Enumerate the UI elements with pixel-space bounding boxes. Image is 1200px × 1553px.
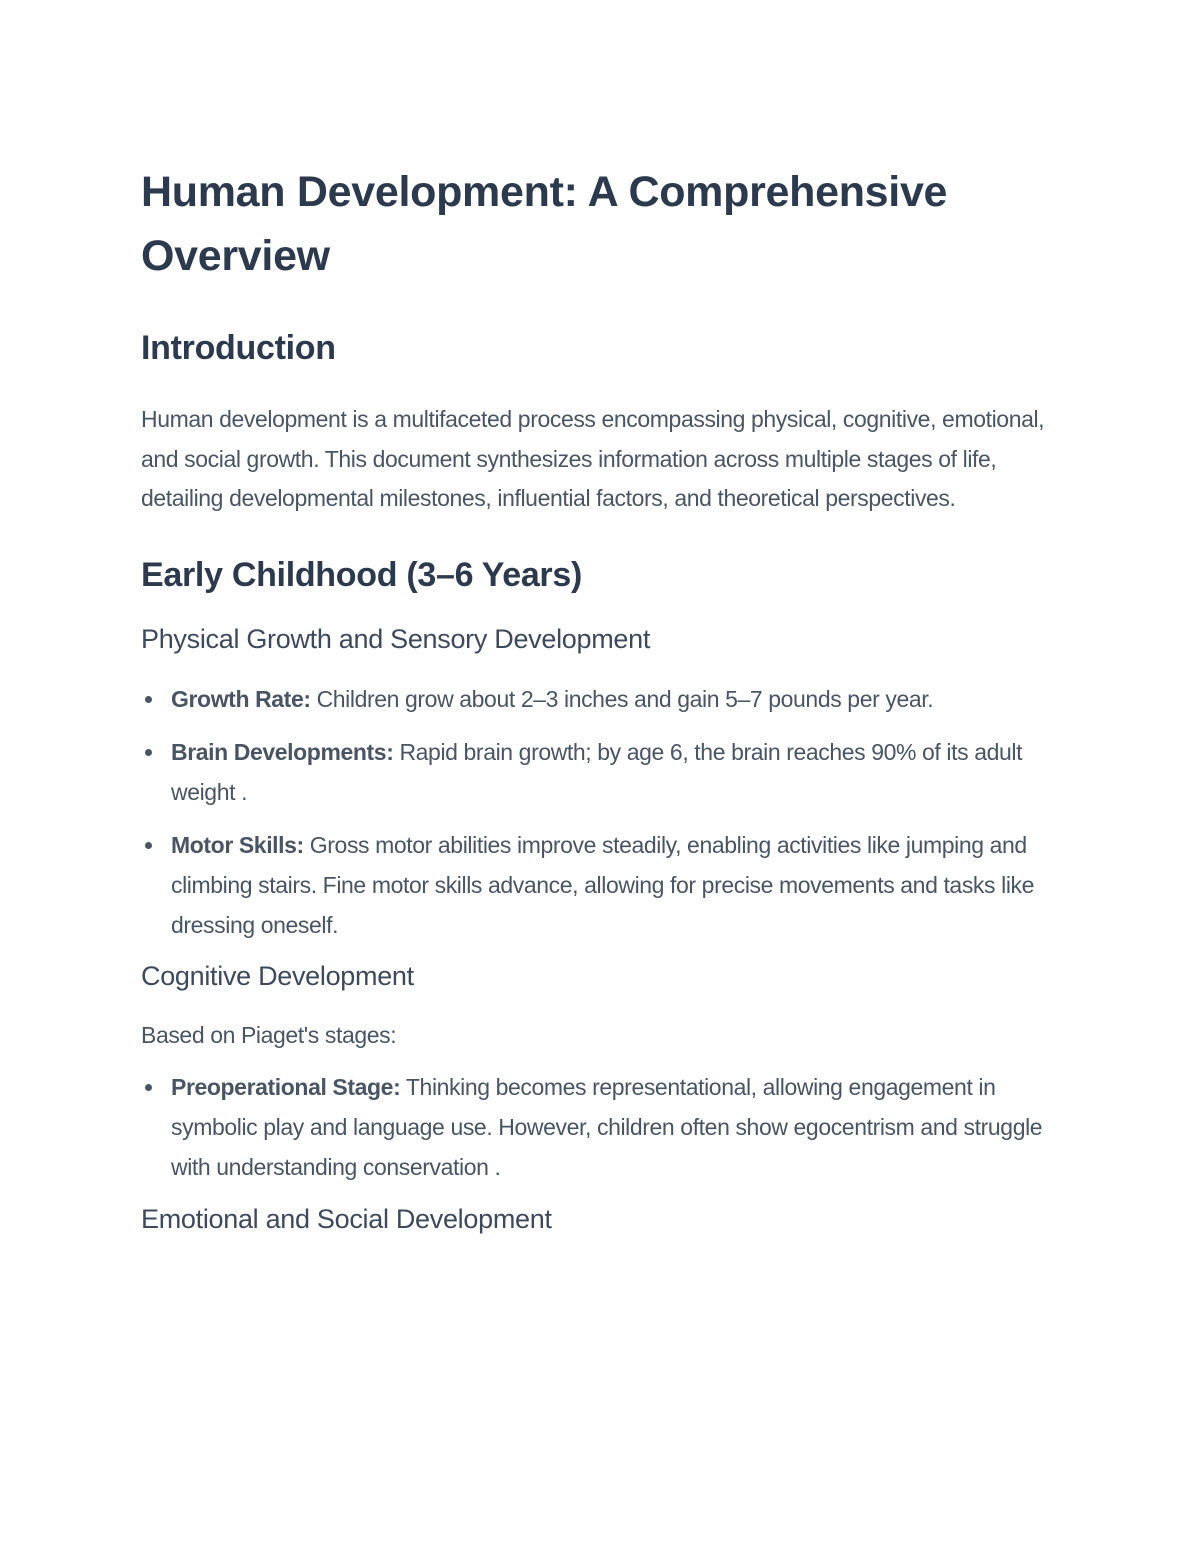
document-title: Human Development: A Comprehensive Overview (141, 168, 948, 280)
bullet-icon (145, 749, 152, 756)
cognitive-list (141, 1067, 1071, 1187)
list-item-text: Thinking becomes representational, allowing engagement in symbolic play and language use. However, children often show egocentrism and struggle with understanding conservation . (171, 1074, 1043, 1180)
list-item-text: Gross motor abilities improve steadily, enabling activities like jumping and climbing stairs. Fine motor skills advance, allowing for precise movements and tasks like dressing oneself. (171, 831, 1035, 938)
introduction-paragraph: Human development is a multifaceted process encompassing physical, cognitive, emotional, and social growth. This document synthesizes information across multiple stages of life, detailing developmental milestones, influential factors, and theoretical perspectives. (141, 406, 1045, 511)
early-childhood-heading: Early Childhood (3–6 Years) (141, 555, 582, 594)
list-item-term: Preoperational Stage: (171, 1074, 401, 1100)
bullet-icon (145, 1084, 152, 1091)
list-item-preoperational-stage (141, 1067, 1071, 1187)
introduction-section (141, 326, 1071, 519)
list-item-term: Growth Rate: (171, 685, 311, 712)
list-item-term: Brain Developments: (171, 738, 394, 765)
list-item-term: Motor Skills: (171, 831, 304, 858)
list-item-growth-rate (141, 679, 1071, 719)
cognitive-intro: Based on Piaget's stages: (141, 1021, 397, 1048)
list-item-brain-developments (141, 732, 1071, 812)
physical-growth-list (141, 679, 1071, 945)
physical-growth-heading: Physical Growth and Sensory Development (141, 623, 651, 654)
emotional-social-heading: Emotional and Social Development (141, 1204, 552, 1234)
bullet-icon (145, 842, 152, 849)
list-item-motor-skills (141, 825, 1071, 945)
cognitive-development-heading: Cognitive Development (141, 960, 414, 991)
list-item-text: Children grow about 2–3 inches and gain 5–7 pounds per year. (310, 685, 934, 712)
list-item-text: Rapid brain growth; by age 6, the brain reaches 90% of its adult weight . (171, 738, 1023, 805)
document-page (141, 160, 1071, 1237)
bullet-icon (145, 696, 152, 703)
early-childhood-section (141, 553, 1071, 1238)
introduction-heading: Introduction (141, 329, 336, 367)
